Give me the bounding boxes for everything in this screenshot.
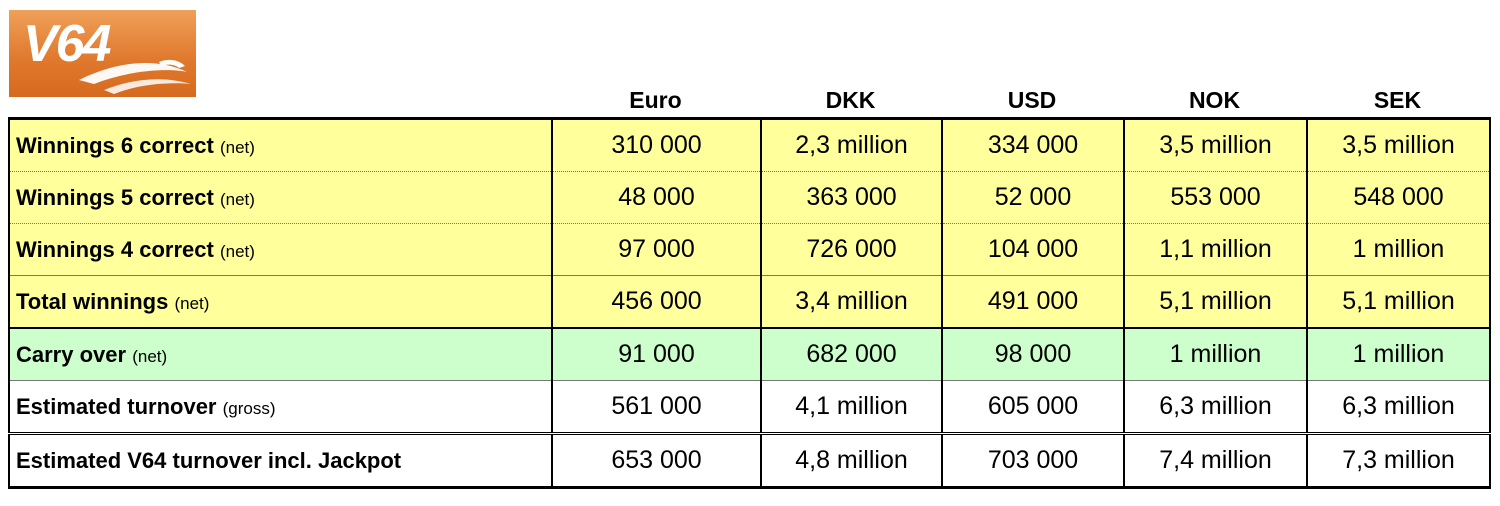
column-header-nok: NOK xyxy=(1188,87,1241,113)
row-label xyxy=(9,276,552,329)
cell-usd: 52 000 xyxy=(942,172,1124,224)
table-row-winnings-5 xyxy=(9,172,1490,224)
cell-nok: 7,4 million xyxy=(1124,434,1307,488)
row-label-text: Total winnings xyxy=(16,288,169,314)
cell-sek: 548 000 xyxy=(1307,172,1490,224)
cell-euro: 91 000 xyxy=(552,328,761,381)
cell-dkk: 682 000 xyxy=(761,328,942,381)
table-row-carry-over xyxy=(9,328,1490,381)
cell-usd: 104 000 xyxy=(942,224,1124,276)
cell-sek: 3,5 million xyxy=(1307,119,1490,172)
cell-nok: 6,3 million xyxy=(1124,381,1307,434)
cell-euro: 310 000 xyxy=(552,119,761,172)
cell-nok: 1 million xyxy=(1124,328,1307,381)
cell-dkk: 726 000 xyxy=(761,224,942,276)
cell-dkk: 3,4 million xyxy=(761,276,942,329)
cell-sek: 1 million xyxy=(1307,328,1490,381)
cell-dkk: 363 000 xyxy=(761,172,942,224)
cell-dkk: 4,8 million xyxy=(761,434,942,488)
cell-usd: 334 000 xyxy=(942,119,1124,172)
row-label xyxy=(9,381,552,434)
cell-nok: 5,1 million xyxy=(1124,276,1307,329)
cell-sek: 7,3 million xyxy=(1307,434,1490,488)
row-label-note: (net) xyxy=(132,346,168,366)
cell-euro: 653 000 xyxy=(552,434,761,488)
cell-nok: 3,5 million xyxy=(1124,119,1307,172)
row-label xyxy=(9,328,552,381)
column-header-dkk: DKK xyxy=(825,87,876,113)
row-label xyxy=(9,172,552,224)
row-label-text: Carry over xyxy=(16,341,127,367)
logo-text: V64 xyxy=(23,15,110,73)
table-row-estimated-v64-turnover xyxy=(9,434,1490,488)
currency-header-row xyxy=(0,84,1500,116)
row-label-note: (net) xyxy=(174,293,210,313)
row-label xyxy=(9,434,552,488)
cell-euro: 97 000 xyxy=(552,224,761,276)
cell-usd: 605 000 xyxy=(942,381,1124,434)
column-header-usd: USD xyxy=(1007,87,1057,113)
cell-nok: 553 000 xyxy=(1124,172,1307,224)
table-row-winnings-6 xyxy=(9,119,1490,172)
cell-usd: 703 000 xyxy=(942,434,1124,488)
row-label-text: Winnings 5 correct xyxy=(16,184,214,210)
row-label-text: Estimated V64 turnover incl. Jackpot xyxy=(16,447,402,473)
row-label-text: Winnings 6 correct xyxy=(16,132,214,158)
winnings-table xyxy=(8,117,1491,489)
row-label-text: Winnings 4 correct xyxy=(16,236,214,262)
column-header-sek: SEK xyxy=(1373,87,1422,113)
row-label-note: (net) xyxy=(219,137,255,157)
row-label-note: (gross) xyxy=(222,398,276,418)
row-label xyxy=(9,119,552,172)
table-row-estimated-turnover xyxy=(9,381,1490,434)
cell-sek: 5,1 million xyxy=(1307,276,1490,329)
table-row-total-winnings xyxy=(9,276,1490,329)
cell-sek: 1 million xyxy=(1307,224,1490,276)
cell-euro: 456 000 xyxy=(552,276,761,329)
cell-euro: 48 000 xyxy=(552,172,761,224)
cell-usd: 491 000 xyxy=(942,276,1124,329)
cell-dkk: 2,3 million xyxy=(761,119,942,172)
row-label-note: (net) xyxy=(219,241,255,261)
row-label-text: Estimated turnover xyxy=(16,393,217,419)
cell-sek: 6,3 million xyxy=(1307,381,1490,434)
cell-dkk: 4,1 million xyxy=(761,381,942,434)
column-header-euro: Euro xyxy=(629,87,682,113)
cell-euro: 561 000 xyxy=(552,381,761,434)
cell-nok: 1,1 million xyxy=(1124,224,1307,276)
table-row-winnings-4 xyxy=(9,224,1490,276)
row-label-note: (net) xyxy=(219,189,255,209)
row-label xyxy=(9,224,552,276)
cell-usd: 98 000 xyxy=(942,328,1124,381)
